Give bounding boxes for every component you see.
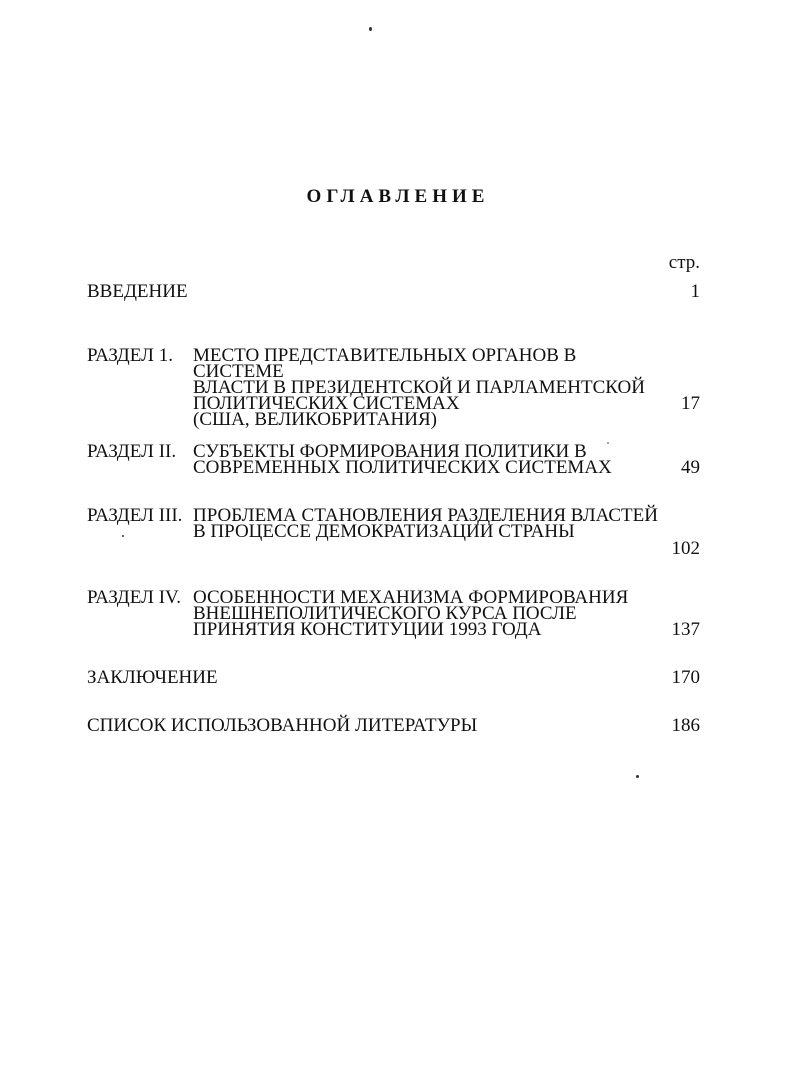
toc-entry-introduction[interactable]: [87, 281, 700, 304]
toc-entry-label: РАЗДЕЛ IV.: [87, 587, 182, 608]
toc-entry-page: 186: [671, 715, 700, 736]
toc-entry-label: РАЗДЕЛ III.: [87, 505, 183, 526]
scan-speck: [636, 775, 639, 778]
page-column-label: стр.: [668, 252, 700, 273]
toc-entry-bibliography[interactable]: [87, 715, 700, 738]
toc-entry-section-2[interactable]: [87, 441, 700, 480]
toc-entry-page: 49: [681, 457, 700, 478]
toc-entry-label: РАЗДЕЛ II.: [87, 441, 177, 462]
toc-entry-title: ВВЕДЕНИЕ: [87, 281, 188, 302]
toc-entry-page: 170: [671, 667, 700, 688]
toc-entry-page: 17: [681, 393, 700, 414]
scan-speck: [607, 442, 609, 444]
toc-entry-page: 137: [671, 619, 700, 640]
page-title: ОГЛАВЛЕНИЕ: [306, 186, 490, 207]
toc-entry-section-1[interactable]: [87, 345, 700, 430]
scan-speck: [122, 535, 124, 537]
toc-entry-page: 102: [671, 538, 700, 559]
toc-entry-conclusion[interactable]: [87, 667, 700, 690]
toc-entry-title: ПРОБЛЕМА СТАНОВЛЕНИЯ РАЗДЕЛЕНИЯ ВЛАСТЕЙ В ПРОЦЕССЕ ДЕМОКРАТИЗАЦИИ СТРАНЫ: [193, 505, 658, 542]
toc-entry-title: ЗАКЛЮЧЕНИЕ: [87, 667, 218, 688]
toc-entry-page: 1: [690, 281, 700, 302]
toc-entry-title: СУБЪЕКТЫ ФОРМИРОВАНИЯ ПОЛИТИКИ В СОВРЕМЕННЫХ ПОЛИТИЧЕСКИХ СИСТЕМАХ: [193, 441, 612, 478]
toc-entry-title: МЕСТО ПРЕДСТАВИТЕЛЬНЫХ ОРГАНОВ В СИСТЕМЕ ВЛАСТИ В ПРЕЗИДЕНТСКОЙ И ПАРЛАМЕНТСКОЙ ПОЛИТИЧЕСКИХ СИСТЕМАХ (США, ВЕЛИКОБРИТАНИЯ): [193, 345, 645, 430]
scan-speck: [369, 27, 372, 31]
toc-entry-section-4[interactable]: [87, 587, 700, 642]
toc-entry-label: РАЗДЕЛ 1.: [87, 345, 173, 366]
toc-entry-section-3[interactable]: [87, 505, 700, 560]
toc-entry-title: СПИСОК ИСПОЛЬЗОВАННОЙ ЛИТЕРАТУРЫ: [87, 715, 478, 736]
toc-entry-title: ОСОБЕННОСТИ МЕХАНИЗМА ФОРМИРОВАНИЯ ВНЕШНЕПОЛИТИЧЕСКОГО КУРСА ПОСЛЕ ПРИНЯТИЯ КОНСТИТУЦИИ 1993 ГОДА: [193, 587, 629, 640]
